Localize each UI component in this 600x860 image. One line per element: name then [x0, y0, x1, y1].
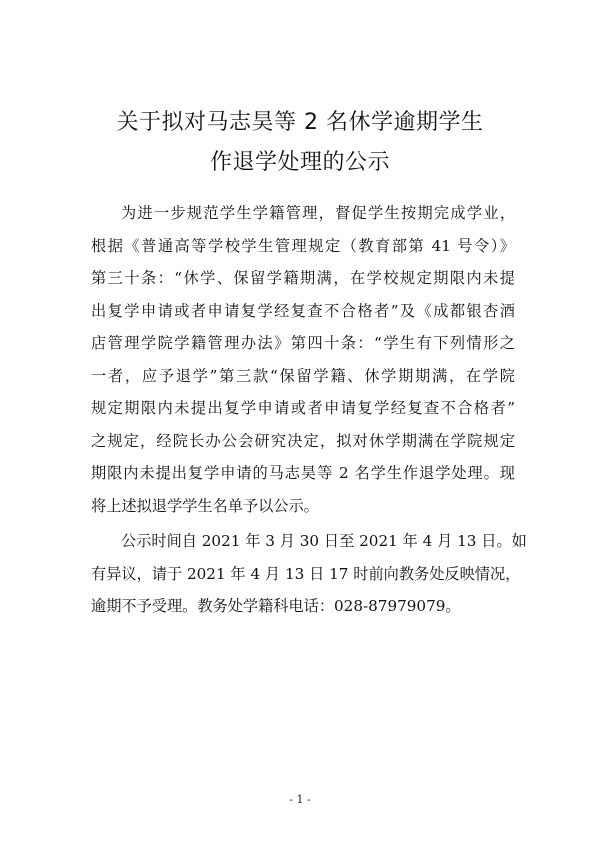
paragraph-line: 有异议，请于 2021 年 4 月 13 日 17 时前向教务处反映情况，	[91, 564, 521, 583]
document-title-line-1: 关于拟对马志昊等 2 名休学逾期学生	[116, 110, 484, 135]
paragraph-line: 公示时间自 2021 年 3 月 30 日至 2021 年 4 月 13 日。如	[121, 532, 527, 550]
paragraph-line: 之规定，经院长办公会研究决定，拟对休学期满在学院规定	[91, 431, 515, 450]
paragraph-line: 期限内未提出复学申请的马志昊等 2 名学生作退学处理。现	[91, 464, 515, 482]
paragraph-line: 第三十条：“休学、保留学籍期满，在学校规定期限内未提	[91, 269, 515, 287]
paragraph-publicity-period	[91, 525, 527, 623]
paragraph-line: 规定期限内未提出复学申请或者申请复学经复查不合格者”	[91, 399, 515, 417]
paragraph-line: 为进一步规范学生学籍管理，督促学生按期完成学业，	[121, 204, 515, 222]
paragraph-line: 出复学申请或者申请复学经复查不合格者”及《成都银杏酒	[91, 301, 515, 320]
paragraph-notice-basis	[91, 197, 515, 522]
paragraph-line: 逾期不予受理。教务处学籍科电话：028-87979079。	[91, 597, 461, 615]
document-title-line-2: 作退学处理的公示	[209, 150, 390, 175]
paragraph-line: 根据《普通高等学校学生管理规定（教育部第 41 号令）》	[91, 236, 515, 255]
paragraph-line: 一者，应予退学”第三款“保留学籍、休学期期满，在学院	[91, 366, 515, 385]
paragraph-line: 将上述拟退学学生名单予以公示。	[91, 496, 319, 515]
page-number: - 1 -	[289, 793, 311, 806]
paragraph-line: 店管理学院学籍管理办法》第四十条：“学生有下列情形之	[91, 334, 515, 352]
